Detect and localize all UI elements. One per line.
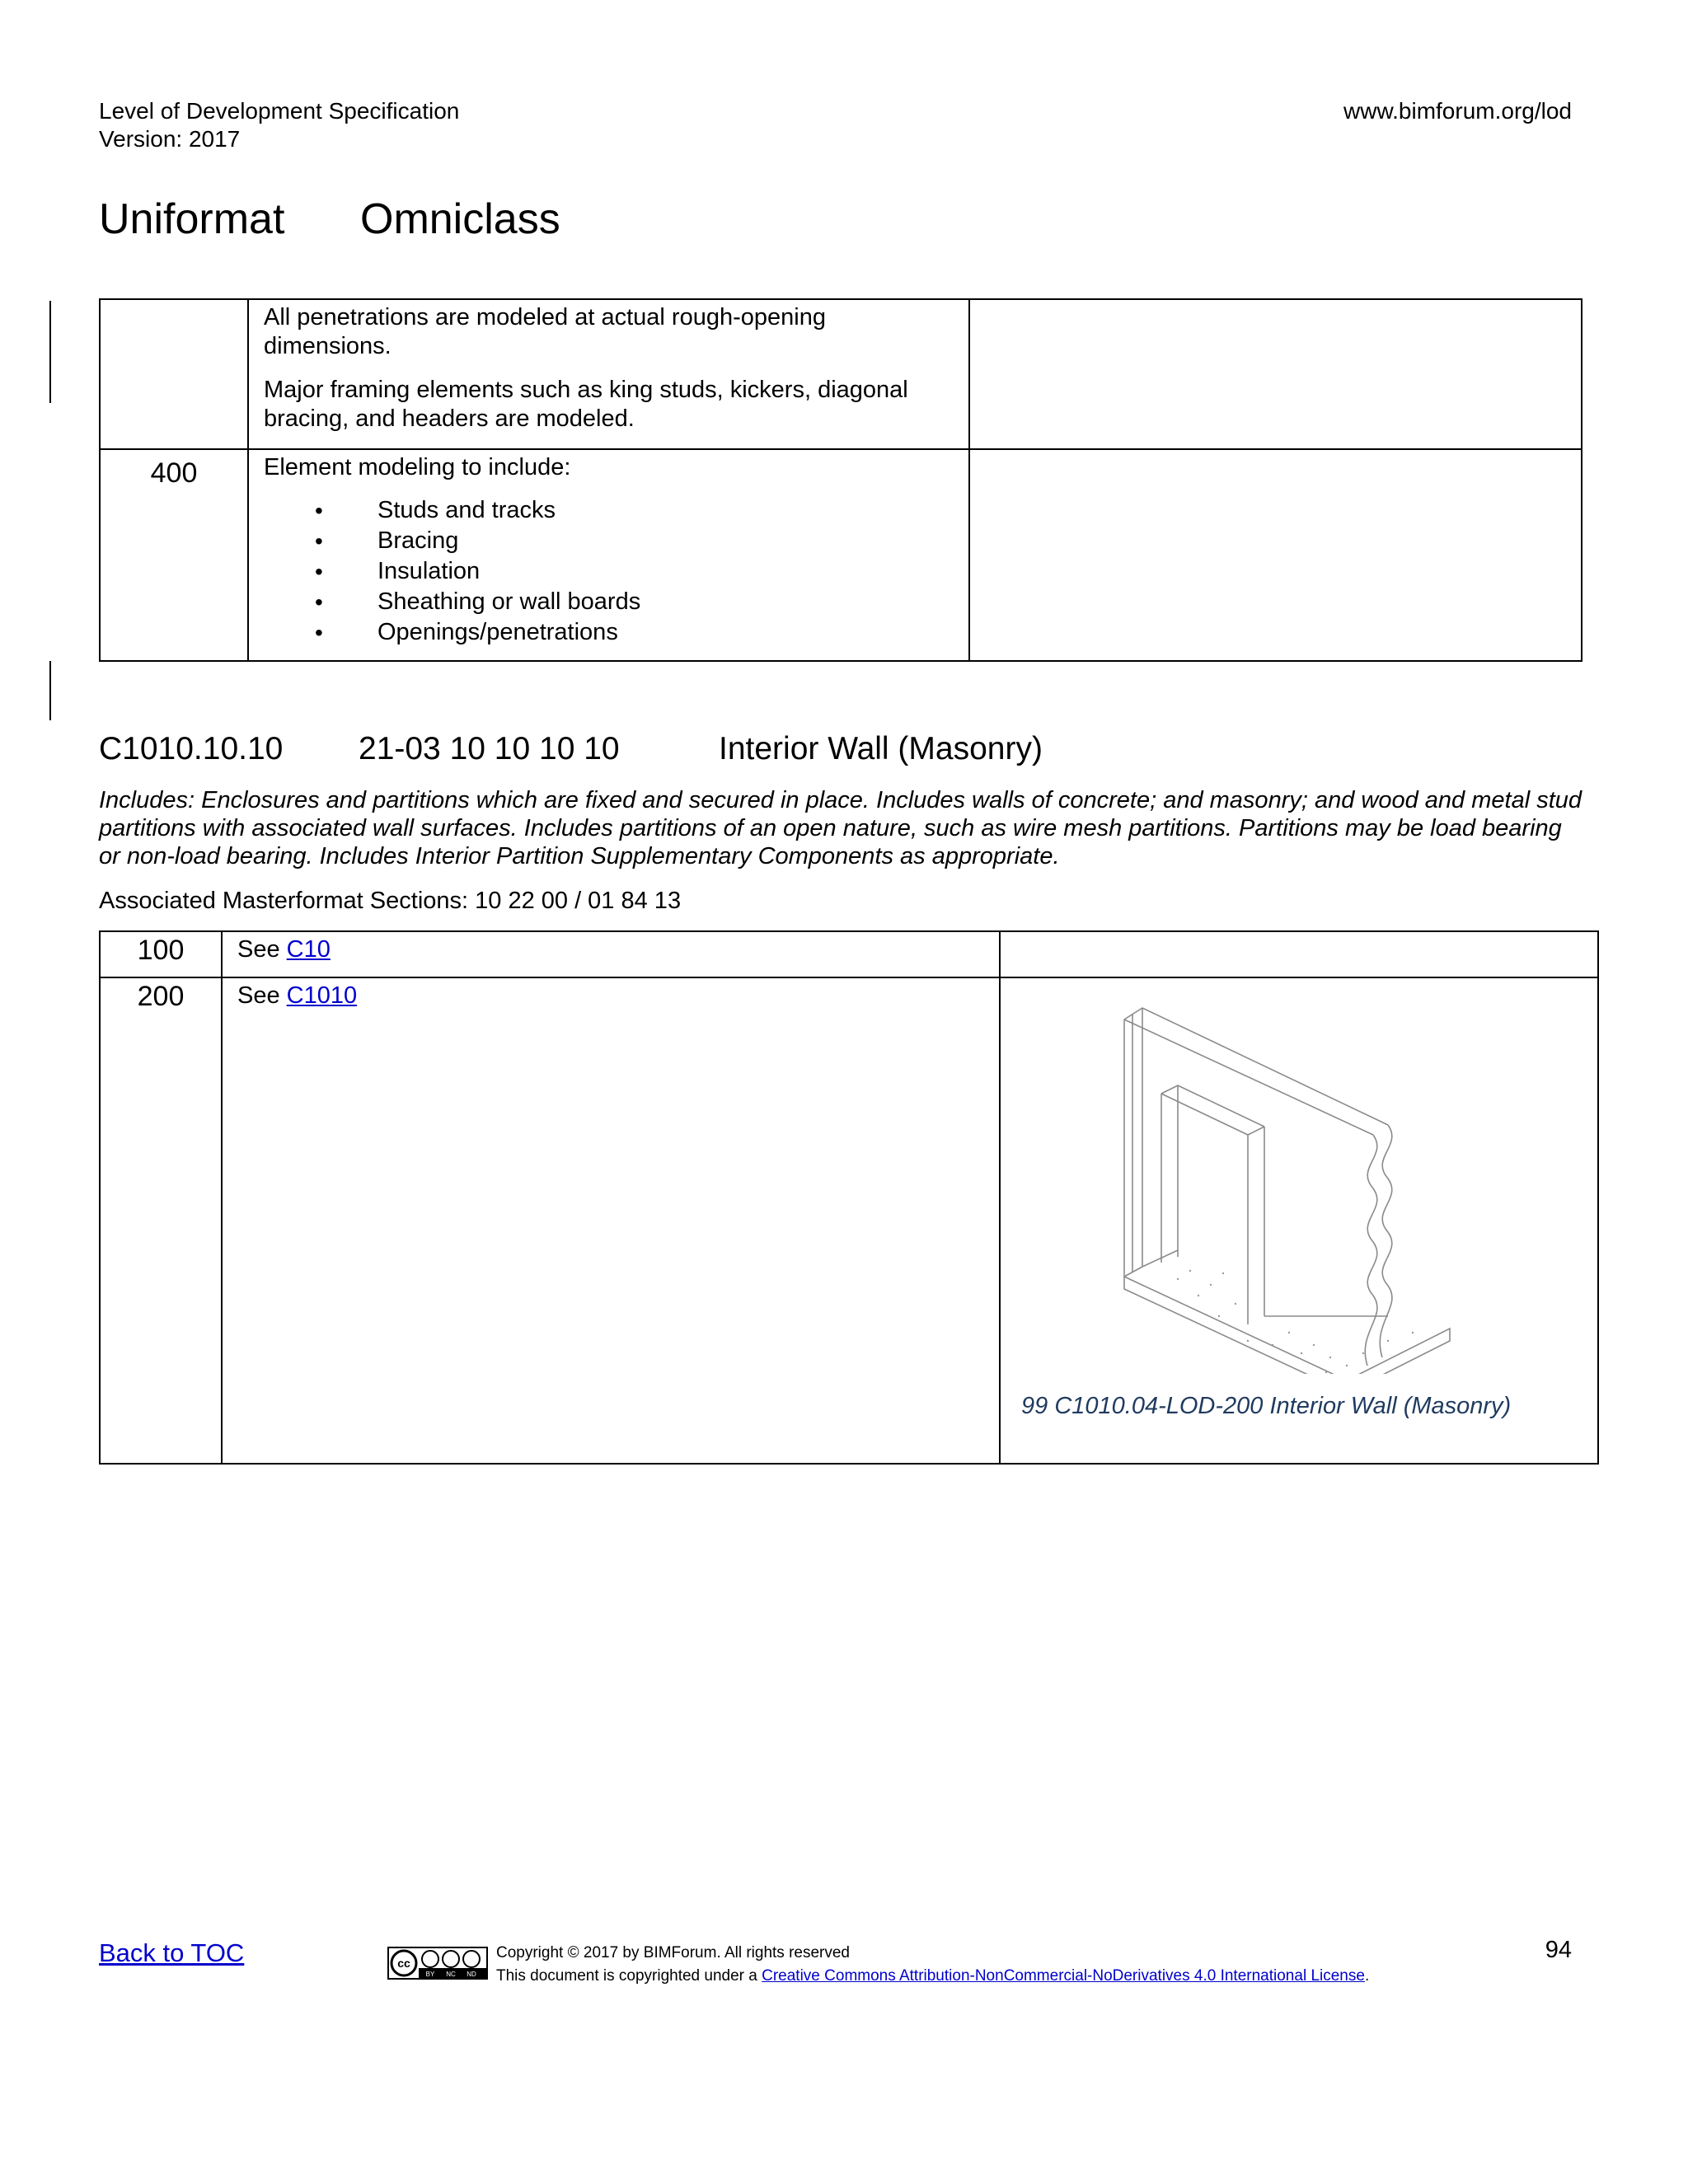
paragraph: Major framing elements such as king studs, kickers, diagonal bracing, and headers are modeled. bbox=[264, 377, 908, 432]
section-title bbox=[99, 730, 1043, 768]
figure-cell-empty bbox=[1000, 931, 1598, 977]
spec-version: Version: 2017 bbox=[99, 126, 241, 152]
element-name: Interior Wall (Masonry) bbox=[719, 731, 1043, 766]
lod-level bbox=[100, 299, 248, 449]
lod-table-continued bbox=[99, 298, 1582, 662]
nd-text: ND bbox=[467, 1971, 476, 1978]
interior-wall-masonry-illustration bbox=[1001, 978, 1599, 1374]
lod-description bbox=[222, 977, 1000, 1464]
lod-level: 100 bbox=[100, 931, 222, 977]
table-row bbox=[100, 931, 1598, 977]
change-bar bbox=[49, 301, 51, 403]
link-c10[interactable]: C10 bbox=[286, 936, 331, 963]
copyright-line: Copyright © 2017 by BIMForum. All rights reserved bbox=[496, 1944, 851, 1961]
lod-level: 400 bbox=[100, 449, 248, 661]
link-c1010[interactable]: C1010 bbox=[286, 982, 358, 1009]
document-header-left bbox=[99, 97, 459, 153]
column-headings bbox=[99, 194, 560, 244]
page-number: 94 bbox=[1545, 1937, 1572, 1963]
uniformat-code: C1010.10.10 bbox=[99, 731, 284, 766]
table-row bbox=[100, 977, 1598, 1464]
by-text: BY bbox=[425, 1971, 435, 1978]
spec-title: Level of Development Specification bbox=[99, 98, 460, 124]
figure-caption: 99 C1010.04-LOD-200 Interior Wall (Masonry) bbox=[1021, 1393, 1512, 1419]
lod-table bbox=[99, 930, 1599, 1465]
license-line bbox=[496, 1965, 1369, 1988]
license-suffix: . bbox=[1364, 1967, 1370, 1985]
nc-text: NC bbox=[446, 1971, 456, 1978]
list-item: • Openings/penetrations bbox=[264, 617, 954, 648]
uniformat-heading: Uniformat bbox=[99, 195, 285, 243]
change-bar bbox=[49, 661, 51, 720]
list-item: • Studs and tracks bbox=[264, 495, 954, 526]
table-row bbox=[100, 299, 1582, 449]
see-text: See bbox=[237, 982, 287, 1009]
header-url: www.bimforum.org/lod bbox=[1343, 98, 1572, 124]
associated-masterformat: Associated Masterformat Sections: 10 22 00 / 01 84 13 bbox=[99, 888, 682, 914]
lod-description bbox=[248, 449, 969, 661]
list-item: • Insulation bbox=[264, 556, 954, 587]
list-item: • Sheathing or wall boards bbox=[264, 587, 954, 617]
figure-cell bbox=[1000, 977, 1598, 1464]
cc-text: cc bbox=[397, 1957, 410, 1970]
element-list bbox=[264, 495, 954, 648]
figure-cell-empty bbox=[969, 449, 1582, 661]
creative-commons-badge-icon bbox=[387, 1947, 488, 1980]
paragraph: All penetrations are modeled at actual rough-opening dimensions. bbox=[264, 304, 826, 359]
list-item: • Bracing bbox=[264, 526, 954, 556]
paragraph: Element modeling to include: bbox=[264, 454, 571, 480]
lod-level: 200 bbox=[100, 977, 222, 1464]
lod-description bbox=[222, 931, 1000, 977]
license-link[interactable]: Creative Commons Attribution-NonCommercial-NoDerivatives 4.0 International License bbox=[762, 1967, 1365, 1985]
figure-cell-empty bbox=[969, 299, 1582, 449]
table-row bbox=[100, 449, 1582, 661]
see-text: See bbox=[237, 936, 287, 963]
omniclass-code: 21-03 10 10 10 10 bbox=[359, 731, 620, 766]
omniclass-heading: Omniclass bbox=[360, 195, 560, 243]
license-prefix: This document is copyrighted under a bbox=[496, 1967, 762, 1985]
back-to-toc-link[interactable]: Back to TOC bbox=[99, 1938, 245, 1967]
copyright-notice bbox=[496, 1942, 1369, 1988]
lod-description bbox=[248, 299, 969, 449]
includes-description: Includes: Enclosures and partitions which are fixed and secured in place. Includes walls of concrete; and masonry; and wood and metal stud partitions with associated wall surfaces. Includes partitions of an open nature, such as wire mesh partitions. Partitions may be load bearing or non-load bearing. Includes Interior Partition Supplementary Components as appropriate. bbox=[99, 787, 1582, 869]
